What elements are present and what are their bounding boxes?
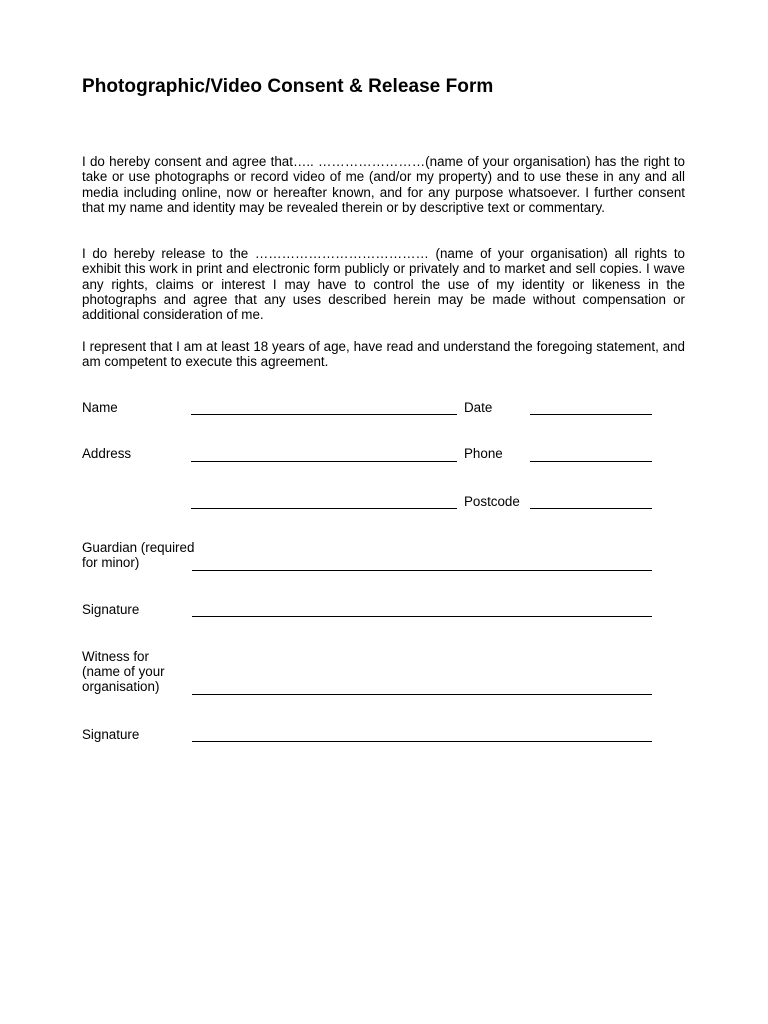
address-field[interactable] [191,461,457,462]
witness-signature-field[interactable] [192,741,652,742]
form-title: Photographic/Video Consent & Release Form [82,76,494,97]
phone-label: Phone [464,446,503,461]
postcode-label: Postcode [464,494,520,509]
witness-label-line-1: Witness for [82,649,149,664]
name-label: Name [82,400,118,415]
witness-field[interactable] [192,694,652,695]
date-field[interactable] [530,414,652,415]
release-paragraph: I do hereby release to the ………………………………… (name of your organisation) all rights to exhibit this work in print and electronic form publicly or privately and to market and sell copies. I wave any rights, claims or interest I may have to control the use of my identity or likeness in the photographs and agree that any uses described herein may be made without compensation or additional consideration of me. [82,246,685,323]
address-line-2-field[interactable] [191,508,457,509]
age-representation-paragraph: I represent that I am at least 18 years of age, have read and understand the foregoing statement, and am competent to execute this agreement. [82,339,685,370]
witness-signature-label: Signature [82,727,140,742]
guardian-label-line-1: Guardian (required [82,540,195,555]
phone-field[interactable] [530,461,652,462]
witness-label-line-3: organisation) [82,679,160,694]
signature-field[interactable] [192,616,652,617]
date-label: Date [464,400,493,415]
address-label: Address [82,446,132,461]
guardian-label-line-2: for minor) [82,555,140,570]
guardian-field[interactable] [192,570,652,571]
name-field[interactable] [191,414,457,415]
signature-label: Signature [82,602,140,617]
postcode-field[interactable] [530,508,652,509]
consent-paragraph: I do hereby consent and agree that….. ……………………(name of your organisation) has the right to take or use photographs or record video of me (and/or my property) and to use these in any and all media including online, now or hereafter known, and for any purpose whatsoever. I further consent that my name and identity may be revealed therein or by descriptive text or commentary. [82,154,685,215]
witness-label-line-2: (name of your [82,664,165,679]
